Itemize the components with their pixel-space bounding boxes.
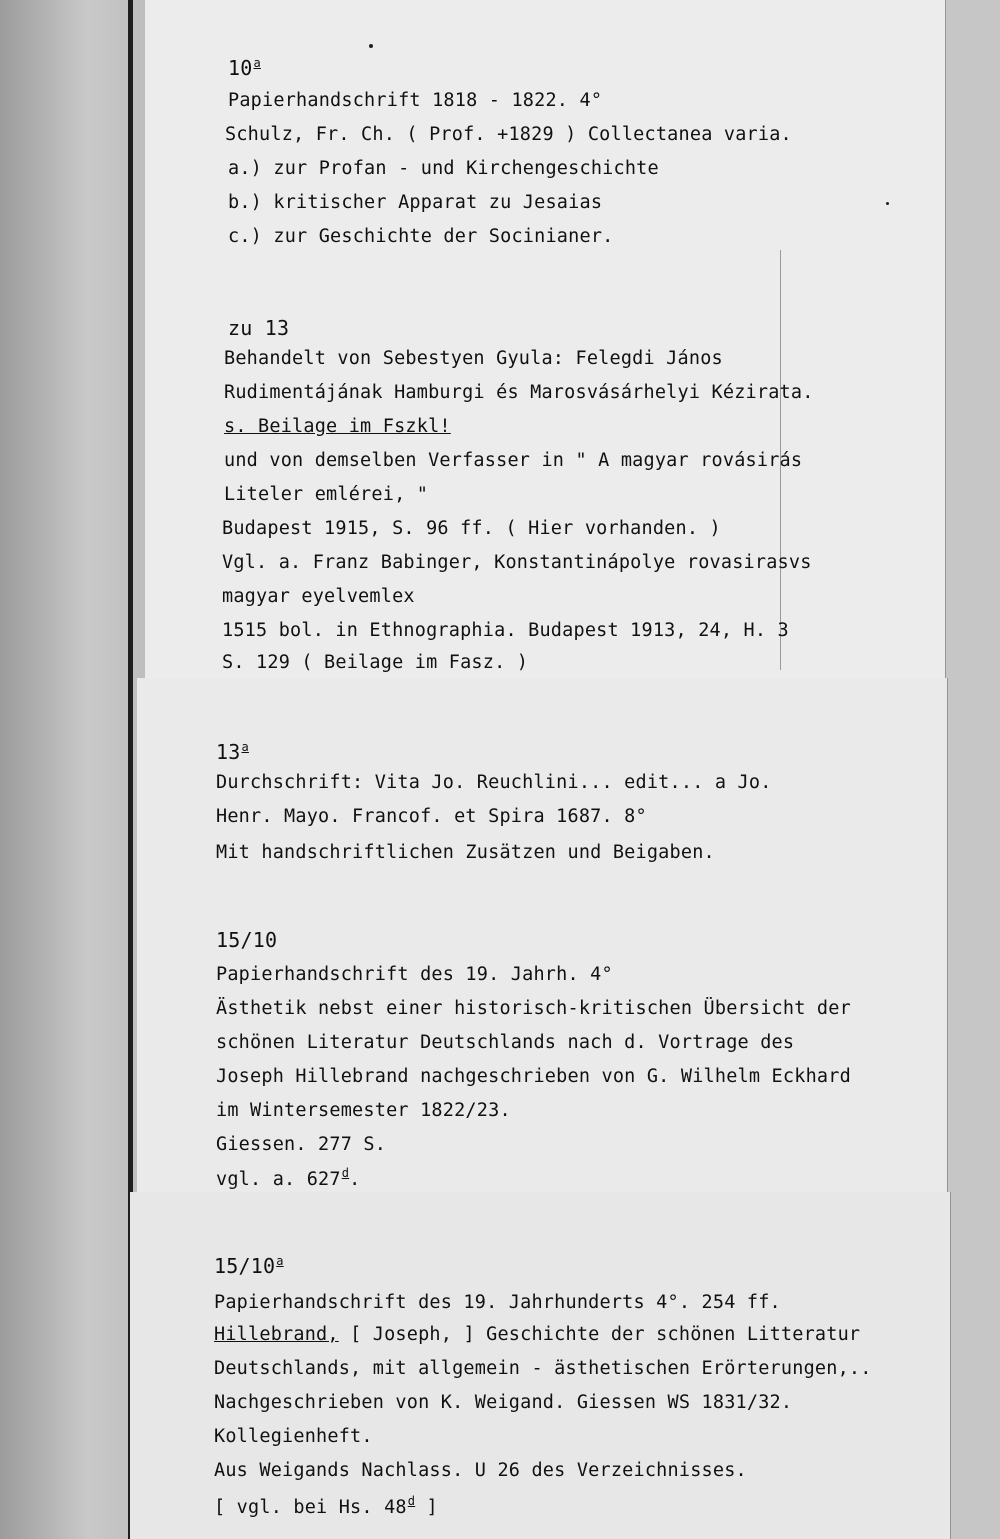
entry-line: Mit handschriftlichen Zusätzen und Beigaben.: [216, 842, 715, 863]
shelfmark-13a: 13$^a$: [216, 740, 249, 764]
entry-line: Behandelt von Sebestyen Gyula: Felegdi János: [224, 348, 723, 369]
entry-line: Joseph Hillebrand nachgeschrieben von G. Wilhelm Eckhard: [216, 1066, 851, 1087]
entry-line: Rudimentájának Hamburgi és Marosvásárhelyi Kézirata.: [224, 382, 814, 403]
entry-line: im Wintersemester 1822/23.: [216, 1100, 511, 1121]
entry-line: Hillebrand, [ Joseph, ] Geschichte der schönen Litteratur: [214, 1324, 861, 1345]
author-name: Hillebrand,: [214, 1324, 339, 1345]
entry-line: Papierhandschrift 1818 - 1822. 4°: [228, 90, 603, 111]
speck: [369, 44, 373, 48]
entry-line: Vgl. a. Franz Babinger, Konstantinápolye rovasirasvs: [222, 552, 812, 573]
entry-line: Deutschlands, mit allgemein - ästhetischen Erörterungen,..: [214, 1358, 872, 1379]
entry-line: Liteler emlérei, ": [224, 484, 429, 505]
entry-line: magyar eyelvemlex: [222, 586, 415, 607]
entry-line: Schulz, Fr. Ch. ( Prof. +1829 ) Collectanea varia.: [225, 124, 792, 145]
shelfmark-10a: 10$^a$: [228, 56, 261, 80]
entry-line: Aus Weigands Nachlass. U 26 des Verzeichnisses.: [214, 1460, 747, 1481]
cross-reference: vgl. a. 627$^d$.: [216, 1166, 361, 1190]
entry-line: Budapest 1915, S. 96 ff. ( Hier vorhanden. ): [222, 518, 721, 539]
shelfmark-15-10: 15/10: [216, 928, 278, 952]
entry-line: Durchschrift: Vita Jo. Reuchlini... edit... a Jo.: [216, 772, 772, 793]
entry-line: Giessen. 277 S.: [216, 1134, 387, 1155]
cross-reference: [ vgl. bei Hs. 48$^d$ ]: [214, 1494, 438, 1518]
entry-line: Henr. Mayo. Francof. et Spira 1687. 8°: [216, 806, 647, 827]
entry-line: s. Beilage im Fszkl!: [224, 416, 451, 437]
entry-line: b.) kritischer Apparat zu Jesaias: [228, 192, 603, 213]
entry-line: Papierhandschrift des 19. Jahrhunderts 4°. 254 ff.: [214, 1292, 781, 1313]
entry-line: S. 129 ( Beilage im Fasz. ): [222, 652, 529, 673]
entry-line: und von demselben Verfasser in " A magyar rovásirás: [224, 450, 803, 471]
left-scan-margin: [0, 0, 148, 1539]
shelfmark-zu-13: zu 13: [228, 316, 290, 340]
shelfmark-15-10a: 15/10$^a$: [214, 1254, 284, 1278]
entry-line: 1515 bol. in Ethnographia. Budapest 1913, 24, H. 3: [222, 620, 789, 641]
entry-line: Nachgeschrieben von K. Weigand. Giessen WS 1831/32.: [214, 1392, 793, 1413]
entry-line: schönen Literatur Deutschlands nach d. Vortrage des: [216, 1032, 795, 1053]
entry-line: Papierhandschrift des 19. Jahrh. 4°: [216, 964, 613, 985]
speck: [886, 202, 889, 205]
entry-line: c.) zur Geschichte der Socinianer.: [228, 226, 614, 247]
entry-line: Kollegienheft.: [214, 1426, 373, 1447]
entry-line: a.) zur Profan - und Kirchengeschichte: [228, 158, 659, 179]
entry-line: Ästhetik nebst einer historisch-kritischen Übersicht der: [216, 998, 851, 1019]
